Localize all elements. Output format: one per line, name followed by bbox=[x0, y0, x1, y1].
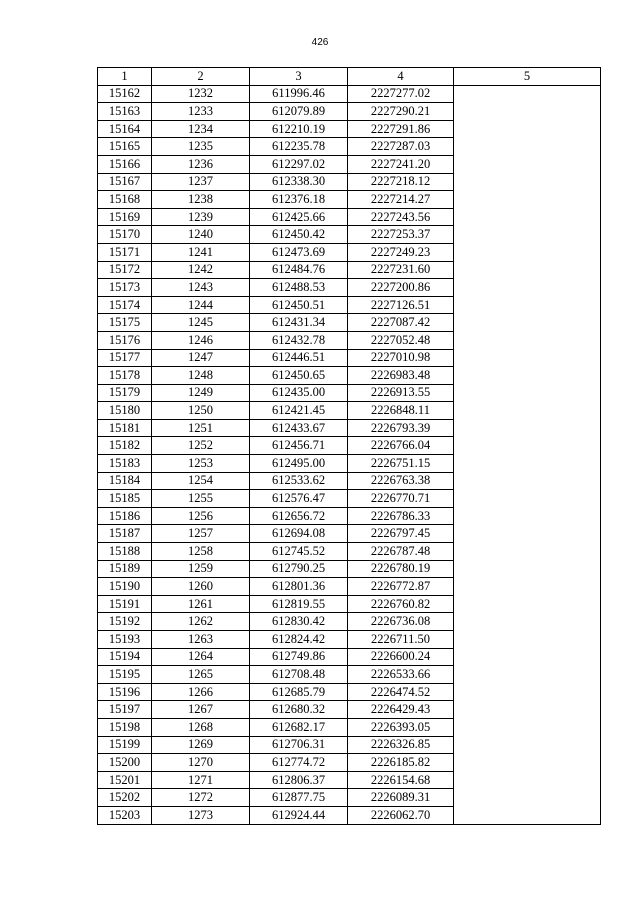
table-cell-col-2: 1269 bbox=[152, 736, 250, 754]
table-cell-col-2: 1233 bbox=[152, 103, 250, 121]
table-cell-col-2: 1273 bbox=[152, 806, 250, 824]
table-cell-col-1: 15168 bbox=[98, 191, 152, 209]
table-cell-col-4: 2226848.11 bbox=[348, 402, 454, 420]
table-cell-col-3: 612484.76 bbox=[250, 261, 348, 279]
table-cell-col-3: 612450.51 bbox=[250, 296, 348, 314]
table-cell-col-2: 1267 bbox=[152, 701, 250, 719]
table-cell-col-4: 2226326.85 bbox=[348, 736, 454, 754]
table-cell-col-1: 15170 bbox=[98, 226, 152, 244]
table-cell-col-4: 2226533.66 bbox=[348, 666, 454, 684]
table-cell-col-4: 2226787.48 bbox=[348, 543, 454, 561]
table-cell-col-1: 15169 bbox=[98, 208, 152, 226]
table-cell-col-4: 2226751.15 bbox=[348, 455, 454, 473]
table-row bbox=[98, 85, 601, 103]
table-cell-col-1: 15188 bbox=[98, 543, 152, 561]
table-cell-col-1: 15198 bbox=[98, 718, 152, 736]
table-cell-col-4: 2227287.03 bbox=[348, 138, 454, 156]
table-cell-col-1: 15189 bbox=[98, 560, 152, 578]
table-cell-col-3: 612297.02 bbox=[250, 155, 348, 173]
table-cell-col-3: 612708.48 bbox=[250, 666, 348, 684]
table-cell-col-4: 2227126.51 bbox=[348, 296, 454, 314]
table-cell-col-3: 612425.66 bbox=[250, 208, 348, 226]
table-cell-col-3: 612576.47 bbox=[250, 490, 348, 508]
table-cell-col-2: 1232 bbox=[152, 85, 250, 103]
table-cell-col-1: 15185 bbox=[98, 490, 152, 508]
table-cell-col-3: 612376.18 bbox=[250, 191, 348, 209]
table-cell-col-3: 612806.37 bbox=[250, 771, 348, 789]
table-cell-col-3: 612830.42 bbox=[250, 613, 348, 631]
table-cell-col-1: 15181 bbox=[98, 419, 152, 437]
table-cell-col-4: 2226766.04 bbox=[348, 437, 454, 455]
table-cell-col-1: 15173 bbox=[98, 279, 152, 297]
table-cell-col-1: 15194 bbox=[98, 648, 152, 666]
table-cell-col-1: 15203 bbox=[98, 806, 152, 824]
table-cell-col-2: 1272 bbox=[152, 789, 250, 807]
table-cell-col-2: 1240 bbox=[152, 226, 250, 244]
table-cell-col-4: 2226736.08 bbox=[348, 613, 454, 631]
table-header-row bbox=[98, 68, 601, 86]
table-cell-col-2: 1271 bbox=[152, 771, 250, 789]
table-cell-col-4: 2227214.27 bbox=[348, 191, 454, 209]
table-cell-col-4: 2227277.02 bbox=[348, 85, 454, 103]
coordinates-table bbox=[97, 67, 601, 825]
table-cell-col-1: 15174 bbox=[98, 296, 152, 314]
table-cell-col-2: 1236 bbox=[152, 155, 250, 173]
table-cell-col-3: 612706.31 bbox=[250, 736, 348, 754]
table-cell-col-4: 2227243.56 bbox=[348, 208, 454, 226]
table-cell-col-3: 612338.30 bbox=[250, 173, 348, 191]
table-cell-col-2: 1268 bbox=[152, 718, 250, 736]
table-cell-col-3: 612680.32 bbox=[250, 701, 348, 719]
table-cell-col-2: 1264 bbox=[152, 648, 250, 666]
table-cell-col-1: 15192 bbox=[98, 613, 152, 631]
table-cell-col-1: 15179 bbox=[98, 384, 152, 402]
table-cell-col-3: 612446.51 bbox=[250, 349, 348, 367]
table-cell-col-4: 2226793.39 bbox=[348, 419, 454, 437]
table-cell-col-2: 1253 bbox=[152, 455, 250, 473]
header-col-2: 2 bbox=[152, 68, 250, 86]
table-cell-col-1: 15162 bbox=[98, 85, 152, 103]
table-cell-col-1: 15195 bbox=[98, 666, 152, 684]
table-cell-col-1: 15191 bbox=[98, 595, 152, 613]
table-cell-col-3: 611996.46 bbox=[250, 85, 348, 103]
table-cell-col-3: 612533.62 bbox=[250, 472, 348, 490]
table-cell-col-2: 1249 bbox=[152, 384, 250, 402]
table-cell-col-4: 2227231.60 bbox=[348, 261, 454, 279]
table-cell-col-1: 15183 bbox=[98, 455, 152, 473]
table-cell-col-1: 15184 bbox=[98, 472, 152, 490]
table-cell-col-3: 612685.79 bbox=[250, 683, 348, 701]
table-cell-col-3: 612079.89 bbox=[250, 103, 348, 121]
table-cell-col-3: 612682.17 bbox=[250, 718, 348, 736]
table-cell-col-4: 2226763.38 bbox=[348, 472, 454, 490]
table-cell-col-1: 15171 bbox=[98, 243, 152, 261]
table-cell-col-1: 15180 bbox=[98, 402, 152, 420]
table-cell-col-4: 2226429.43 bbox=[348, 701, 454, 719]
table-cell-col-2: 1252 bbox=[152, 437, 250, 455]
table-cell-col-2: 1243 bbox=[152, 279, 250, 297]
table-cell-col-4: 2226770.71 bbox=[348, 490, 454, 508]
table-cell-col-2: 1266 bbox=[152, 683, 250, 701]
table-cell-col-1: 15182 bbox=[98, 437, 152, 455]
table-cell-col-3: 612435.00 bbox=[250, 384, 348, 402]
table-cell-col-1: 15167 bbox=[98, 173, 152, 191]
table-cell-col-4: 2226760.82 bbox=[348, 595, 454, 613]
table-cell-col-4: 2227010.98 bbox=[348, 349, 454, 367]
table-cell-col-4: 2226772.87 bbox=[348, 578, 454, 596]
table-cell-col-3: 612473.69 bbox=[250, 243, 348, 261]
table-cell-col-3: 612819.55 bbox=[250, 595, 348, 613]
table-cell-col-2: 1257 bbox=[152, 525, 250, 543]
table-cell-col-1: 15164 bbox=[98, 120, 152, 138]
table-cell-col-2: 1244 bbox=[152, 296, 250, 314]
table-cell-col-3: 612431.34 bbox=[250, 314, 348, 332]
table-cell-col-4: 2226154.68 bbox=[348, 771, 454, 789]
table-cell-col-2: 1248 bbox=[152, 367, 250, 385]
table-cell-col-4: 2227291.86 bbox=[348, 120, 454, 138]
table-cell-col-4: 2227290.21 bbox=[348, 103, 454, 121]
table-body bbox=[98, 85, 601, 824]
table-cell-col-3: 612877.75 bbox=[250, 789, 348, 807]
table-cell-col-2: 1263 bbox=[152, 631, 250, 649]
table-cell-col-2: 1255 bbox=[152, 490, 250, 508]
table-cell-col-2: 1246 bbox=[152, 331, 250, 349]
table-cell-col-4: 2227249.23 bbox=[348, 243, 454, 261]
table-cell-col-4: 2226089.31 bbox=[348, 789, 454, 807]
table-cell-col-4: 2227087.42 bbox=[348, 314, 454, 332]
page-number: 426 bbox=[311, 37, 329, 48]
table-cell-col-3: 612745.52 bbox=[250, 543, 348, 561]
table-cell-col-1: 15193 bbox=[98, 631, 152, 649]
table-cell-col-4: 2227253.37 bbox=[348, 226, 454, 244]
table-cell-col-1: 15199 bbox=[98, 736, 152, 754]
table-cell-col-2: 1270 bbox=[152, 754, 250, 772]
header-col-5: 5 bbox=[454, 68, 601, 86]
table-cell-col-3: 612790.25 bbox=[250, 560, 348, 578]
table-cell-col-3: 612433.67 bbox=[250, 419, 348, 437]
table-cell-col-2: 1241 bbox=[152, 243, 250, 261]
table-cell-col-4: 2226797.45 bbox=[348, 525, 454, 543]
table-cell-col-2: 1260 bbox=[152, 578, 250, 596]
table-cell-col-1: 15177 bbox=[98, 349, 152, 367]
table-cell-col-2: 1237 bbox=[152, 173, 250, 191]
table-cell-col-4: 2226711.50 bbox=[348, 631, 454, 649]
table-cell-col-3: 612432.78 bbox=[250, 331, 348, 349]
table-cell-col-1: 15178 bbox=[98, 367, 152, 385]
table-cell-col-2: 1251 bbox=[152, 419, 250, 437]
table-cell-col-3: 612495.00 bbox=[250, 455, 348, 473]
table-cell-col-2: 1262 bbox=[152, 613, 250, 631]
table-cell-col-3: 612235.78 bbox=[250, 138, 348, 156]
table-cell-col-4: 2226474.52 bbox=[348, 683, 454, 701]
table-cell-col-3: 612210.19 bbox=[250, 120, 348, 138]
table-cell-col-5 bbox=[454, 85, 601, 824]
table-cell-col-4: 2227200.86 bbox=[348, 279, 454, 297]
table-cell-col-1: 15175 bbox=[98, 314, 152, 332]
table-cell-col-2: 1259 bbox=[152, 560, 250, 578]
table-cell-col-3: 612450.65 bbox=[250, 367, 348, 385]
table-cell-col-2: 1239 bbox=[152, 208, 250, 226]
table-cell-col-1: 15163 bbox=[98, 103, 152, 121]
table-cell-col-1: 15166 bbox=[98, 155, 152, 173]
table-cell-col-1: 15176 bbox=[98, 331, 152, 349]
table-cell-col-3: 612801.36 bbox=[250, 578, 348, 596]
table-cell-col-1: 15187 bbox=[98, 525, 152, 543]
table-cell-col-3: 612749.86 bbox=[250, 648, 348, 666]
table-cell-col-4: 2226600.24 bbox=[348, 648, 454, 666]
table-cell-col-2: 1250 bbox=[152, 402, 250, 420]
table-cell-col-3: 612924.44 bbox=[250, 806, 348, 824]
table-cell-col-4: 2227218.12 bbox=[348, 173, 454, 191]
table-cell-col-1: 15197 bbox=[98, 701, 152, 719]
table-cell-col-1: 15196 bbox=[98, 683, 152, 701]
table-cell-col-4: 2226913.55 bbox=[348, 384, 454, 402]
table-cell-col-2: 1258 bbox=[152, 543, 250, 561]
header-col-1: 1 bbox=[98, 68, 152, 86]
table-cell-col-2: 1245 bbox=[152, 314, 250, 332]
table-cell-col-3: 612450.42 bbox=[250, 226, 348, 244]
table-cell-col-2: 1247 bbox=[152, 349, 250, 367]
table-cell-col-2: 1238 bbox=[152, 191, 250, 209]
table-cell-col-4: 2226393.05 bbox=[348, 718, 454, 736]
table-cell-col-2: 1234 bbox=[152, 120, 250, 138]
table-cell-col-4: 2226185.82 bbox=[348, 754, 454, 772]
table-cell-col-1: 15201 bbox=[98, 771, 152, 789]
table-cell-col-3: 612488.53 bbox=[250, 279, 348, 297]
table-cell-col-4: 2227241.20 bbox=[348, 155, 454, 173]
table-cell-col-1: 15200 bbox=[98, 754, 152, 772]
table-cell-col-1: 15186 bbox=[98, 507, 152, 525]
table-cell-col-2: 1265 bbox=[152, 666, 250, 684]
table-cell-col-2: 1256 bbox=[152, 507, 250, 525]
table-cell-col-4: 2226786.33 bbox=[348, 507, 454, 525]
table-cell-col-4: 2227052.48 bbox=[348, 331, 454, 349]
table-cell-col-1: 15172 bbox=[98, 261, 152, 279]
table-cell-col-2: 1254 bbox=[152, 472, 250, 490]
table-cell-col-1: 15165 bbox=[98, 138, 152, 156]
table-cell-col-1: 15190 bbox=[98, 578, 152, 596]
table-cell-col-3: 612824.42 bbox=[250, 631, 348, 649]
table-cell-col-2: 1261 bbox=[152, 595, 250, 613]
table-cell-col-3: 612456.71 bbox=[250, 437, 348, 455]
table-cell-col-3: 612656.72 bbox=[250, 507, 348, 525]
table-cell-col-3: 612774.72 bbox=[250, 754, 348, 772]
table-cell-col-3: 612421.45 bbox=[250, 402, 348, 420]
table-cell-col-3: 612694.08 bbox=[250, 525, 348, 543]
header-col-3: 3 bbox=[250, 68, 348, 86]
table-cell-col-4: 2226062.70 bbox=[348, 806, 454, 824]
table-cell-col-1: 15202 bbox=[98, 789, 152, 807]
table-cell-col-4: 2226983.48 bbox=[348, 367, 454, 385]
table-cell-col-2: 1242 bbox=[152, 261, 250, 279]
table-cell-col-4: 2226780.19 bbox=[348, 560, 454, 578]
table-cell-col-2: 1235 bbox=[152, 138, 250, 156]
header-col-4: 4 bbox=[348, 68, 454, 86]
